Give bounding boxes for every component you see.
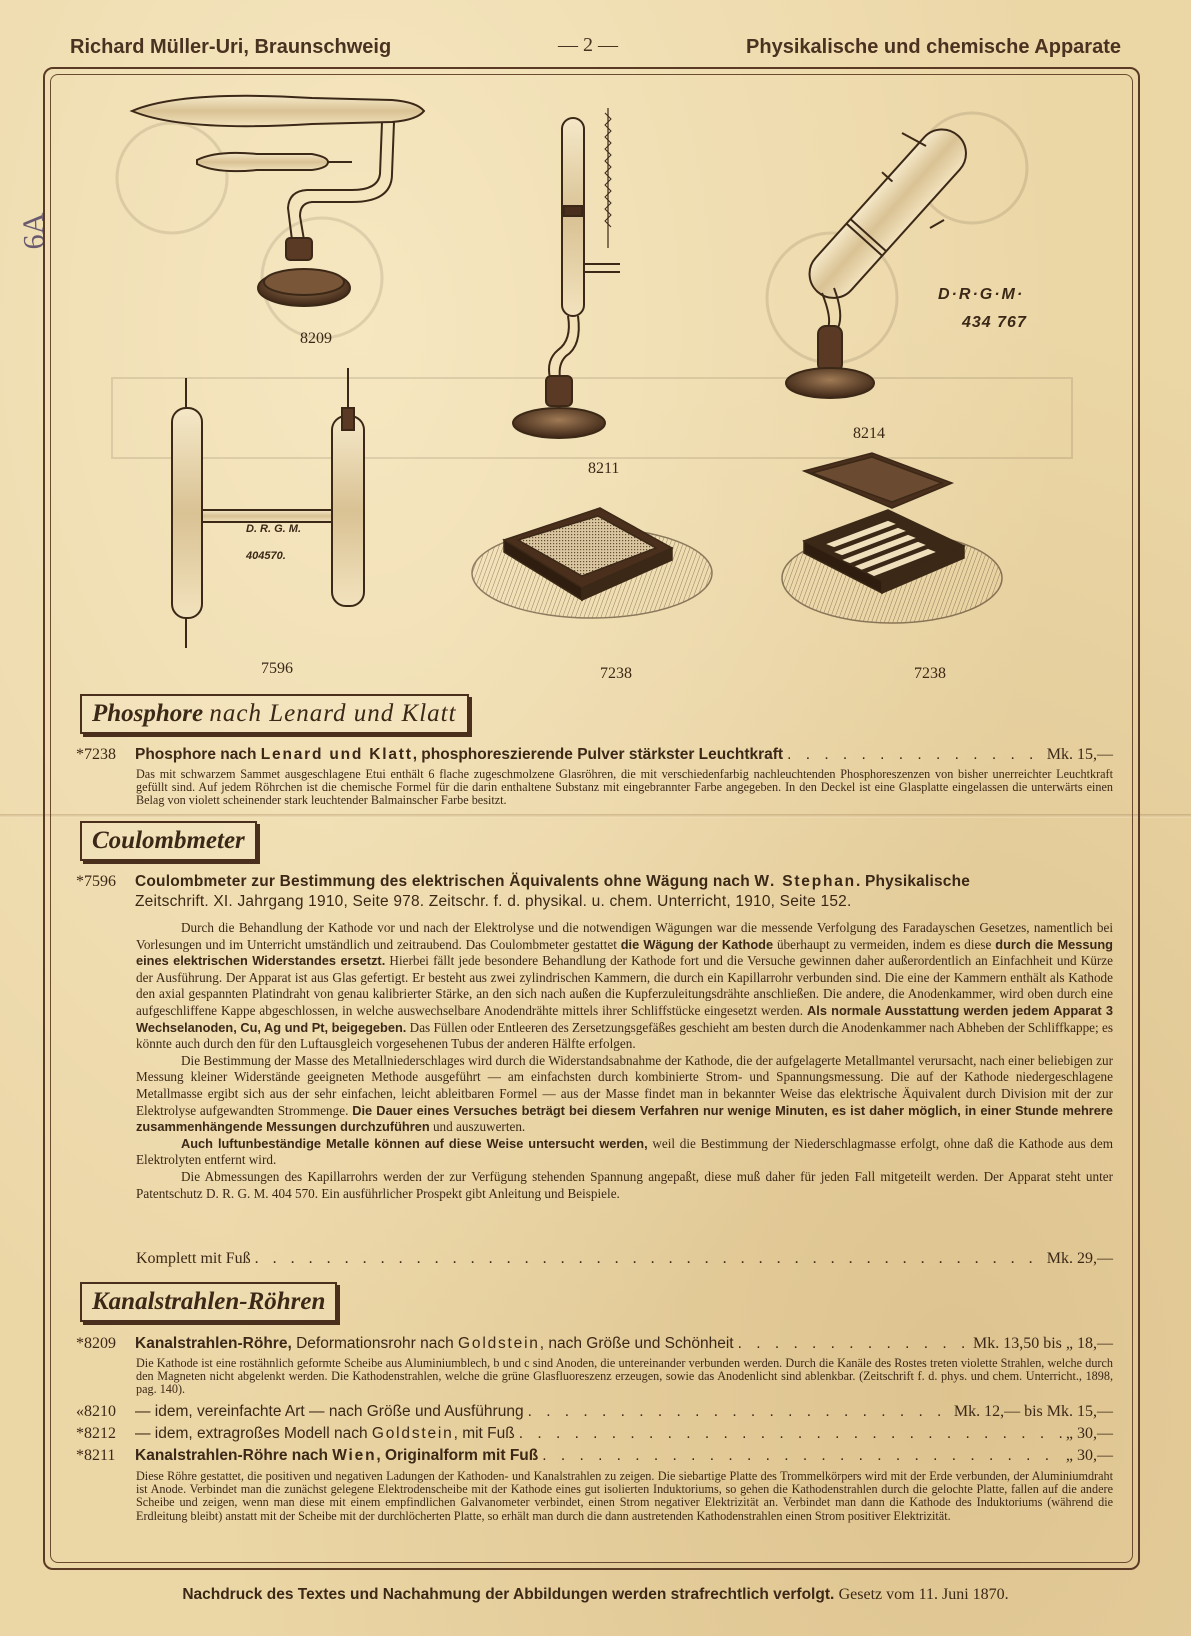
leader-dots <box>787 745 1043 765</box>
complete-price-line <box>136 1249 1113 1269</box>
item-title-line <box>135 1334 1113 1354</box>
label-8214: 8214 <box>853 425 885 442</box>
leader-dots <box>528 1402 950 1422</box>
apparatus-7596-illustration <box>172 368 364 648</box>
item-title-part: Kanalstrahlen-Röhre, <box>135 1335 292 1352</box>
text-emphasis: Auch luftunbeständige Metalle können auf diese Weise untersucht werden, <box>181 1135 648 1151</box>
item-7596 <box>76 872 1113 916</box>
item-title <box>135 1446 538 1466</box>
item-title-part: — idem, extragroßes Modell nach <box>135 1425 372 1442</box>
text-run: Das Füllen oder Entleeren des Zersetzungsgefäßes geschieht am besten durch die Anodenkammer nach Abheben der Schliffkappe; es könnte auch durch den für den Luftausgleich vorgesehenen Tubus der anderen Hälfte erfolgen. <box>136 1019 1113 1052</box>
footer-copyright-notice: Nachdruck des Textes und Nachahmung der Abbildungen werden strafrechtlich verfolgt. <box>182 1586 835 1603</box>
stamp-7596-number: 404570. <box>246 550 286 562</box>
item-title-part: Kanalstrahlen-Röhre nach <box>135 1447 333 1464</box>
header-category: Physikalische und chemische Apparate <box>746 36 1121 58</box>
item-title-part: , Originalform mit Fuß <box>376 1447 539 1464</box>
header-company: Richard Müller-Uri, Braunschweig <box>70 36 392 58</box>
item-price: Mk. 15,— <box>1046 746 1113 763</box>
illustrations-panel <box>52 78 1132 678</box>
leader-dots <box>542 1446 1062 1466</box>
item-title-line <box>135 1446 1113 1466</box>
item-8210 <box>76 1402 1113 1424</box>
coulombmeter-complete-line <box>136 1249 1113 1271</box>
item-price: „ 30,— <box>1065 1447 1113 1464</box>
leader-dots <box>519 1424 1062 1444</box>
item-7238 <box>76 745 1113 767</box>
handwritten-note: 6A <box>16 212 51 250</box>
item-title-part: , nach Größe und Schönheit <box>539 1335 734 1352</box>
item-title-author: Goldstein <box>458 1335 540 1352</box>
item-title-line <box>135 1402 1113 1422</box>
label-8211: 8211 <box>588 460 620 477</box>
apparatus-8214-illustration <box>786 114 976 398</box>
item-number: *7238 <box>76 746 116 763</box>
item-8212 <box>76 1424 1113 1446</box>
complete-label: Komplett mit Fuß <box>136 1250 251 1267</box>
text-emphasis: die Wägung der Kathode <box>620 936 774 952</box>
item-title-line-1 <box>135 872 1113 892</box>
leader-dots <box>255 1249 1043 1269</box>
footer-law-reference: Gesetz vom 11. Juni 1870. <box>838 1586 1009 1603</box>
item-price: Mk. 12,— bis Mk. 15,— <box>953 1403 1113 1420</box>
section-heading-kanalstrahlen: Kanalstrahlen-Röhren <box>80 1282 337 1322</box>
text-emphasis: Die Dauer eines Versuches beträgt bei diesem Verfahren nur wenige Minuten, es ist daher möglich, in einer Stunde mehrere zusammenhängende Messungen durchzuführen <box>136 1102 1113 1135</box>
item-title-author: Goldstein <box>371 1425 454 1442</box>
text-run: Durch die Behandlung der Kathode vor und nach der Elektrolyse und die notwendigen Wägungen war die messende Verfolgung des Faradayschen Gesetzes, namentlich bei Vorlesungen und im Unterricht umständlich und zeitraubend. Das Coulombmeter gestattet <box>136 920 1113 952</box>
item-8209-description: Die Kathode ist eine rostähnlich geformte Scheibe aus Aluminiumblech, b und c sind Anoden, die untereinander verbunden werden. Durch die Kanäle des Rostes treten violette Strahlen, welche durch den Magneten nicht abgelenkt werden. Die Kathodenstrahlen, welche die grüne Glasfluoreszenz erzeugen, sowie das Anodenlicht sind ablenkbar. (Zeitschrift f. d. phys. und chem. Unterricht., 1898, pag. 140). <box>136 1356 1113 1397</box>
page-footer <box>0 1586 1191 1604</box>
label-7238-open: 7238 <box>914 665 946 682</box>
apparatus-8209-illustration <box>132 96 424 306</box>
stamp-8214-number: 434 767 <box>962 314 1027 331</box>
item-title-part: , mit Fuß <box>453 1425 515 1442</box>
text-run: Hierbei fällt jede besondere Behandlung der Kathode fort und die Versuche gewinnen daher außerordentlich an Einfachheit und Kürze der Ausführung. Der Apparat ist aus Glas gefertigt. Er besteht aus zwei zylindrischen Kammern, die durch ein Kapillarrohr verbunden sind. Die eine der Kammern enthält als Kathode den axial gespannten Platindraht von genau kalibrierter Stärke, an den sich nach außen die Kupferzuleitungsdrähte anschließen. Die andere, die Anodenkammer, wird oben durch eine aufgeschliffene Kappe abgeschlossen, in welche auswechselbare Anodendrähte mittels ihrer Schliffstücke eingesetzt werden. <box>136 953 1114 1018</box>
text-run: und auszuwerten. <box>429 1119 526 1135</box>
text-emphasis: durch die Messung eines elektrischen Widerstandes ersetzt. <box>136 936 1113 969</box>
stamp-7596-drgm: D. R. G. M. <box>246 523 301 535</box>
header-page-number: — 2 — <box>558 34 618 56</box>
label-8209: 8209 <box>300 330 332 347</box>
complete-price: Mk. 29,— <box>1046 1250 1113 1267</box>
item-title-line-2: Zeitschrift. XI. Jahrgang 1910, Seite 978. Zeitschr. f. d. physikal. u. chem. Unterricht, 1910, Seite 152. <box>135 893 852 910</box>
item-number: *8209 <box>76 1335 116 1352</box>
text-run: Die Bestimmung der Masse des Metallniederschlages wird durch die Widerstandsabnahme der Kathode, die der aufgelagerte Metallmantel verursacht, nach einer beliebigen zur Messung kleiner Widerstände geeigneten Methode ausgeführt — am einfachsten durch kombinierte Strom- und Spannungsmessung. Die auf der Kathode niedergeschlagene Metallmasse ergibt sich aus der sehr einfachen, leicht ableitbaren Formel — aus der Masse findet man in bekannter Weise das elektrische Äquivalent durch Division mit der zur Elektrolyse aufgewandten Strommenge. <box>136 1052 1113 1118</box>
item-7238-description: Das mit schwarzem Sammet ausgeschlagene Etui enthält 6 flache zugeschmolzene Glasröhren, die mit verschiedenfarbig nachleuchtenden Phosphoreszenzen von bisher unerreichter Leuchtkraft gefüllt sind. Auf jedem Röhrchen ist die chemische Formel für die darin enthaltene Substanz mit eingebrannter Farbe angegeben. In den Deckel ist eine Glasplatte eingelassen die unterwärts einen Belag von violett scheinender stark leuchtender Balmainscher Farbe besitzt. <box>136 767 1113 808</box>
page-header <box>70 30 1121 64</box>
item-title <box>135 1424 515 1444</box>
item-title-line <box>135 745 1113 765</box>
item-title-authors: Lenard und Klatt <box>260 746 413 763</box>
item-number: *7596 <box>76 873 116 890</box>
section-heading-phosphore-sub: nach Lenard und Klatt <box>209 700 457 727</box>
label-7238-closed: 7238 <box>600 665 632 682</box>
item-number: *8211 <box>76 1447 116 1464</box>
item-title <box>135 1334 734 1354</box>
section-heading-coulombmeter: Coulombmeter <box>80 821 257 861</box>
coulombmeter-paragraph-2 <box>136 1053 1113 1136</box>
apparatus-8211-illustration <box>513 108 620 438</box>
text-emphasis: Als normale Ausstattung werden jedem Apparat 3 Wechselanoden, Cu, Ag und Pt, beigegeben. <box>136 1002 1113 1035</box>
leader-dots <box>738 1334 969 1354</box>
item-title-line <box>135 1424 1113 1444</box>
item-title <box>135 745 783 765</box>
phosphore-box-closed-illustration <box>472 508 712 618</box>
item-title <box>135 872 1113 912</box>
item-title-part: , phosphoreszierende Pulver stärkster Leuchtkraft <box>412 746 784 763</box>
item-8211-description: Diese Röhre gestattet, die positiven und negativen Ladungen der Kathoden- und Kanalstrahlen zu zeigen. Die siebartige Platte des Trommelkörpers wird mit der Erde verbunden, der Aluminiumdraht ist Anode. Verbindet man die zunächst gelegene Elektrodenscheibe mit der Kathode eines gut isolierten Induktoriums, so gehen die Kathodenstrahlen durch die gelochte Platte, fallen auf die andere Scheibe und zeigen, wenn man diese mit einem empfindlichen Galvanometer verbindet, einen Strom negativer Elektrizität an. Verbindet man dann die Kathode des Induktoriums (während die Erdleitung bleibt) anstatt mit der Scheibe mit der durchlöcherten Platte, so erhält man durch die dann austretenden Kathodenstrahlen einen Strom positiver Elektrizität. <box>136 1469 1113 1523</box>
item-number: «8210 <box>76 1403 116 1420</box>
coulombmeter-body <box>136 920 1113 1202</box>
phosphore-box-open-illustration <box>782 453 1002 623</box>
text-run: weil die Bestimmung der Niederschlagmasse erfolgt, ohne daß die Kathode aus dem Elektrolyten entfernt wird. <box>136 1135 1113 1168</box>
section-heading-phosphore <box>80 694 469 734</box>
item-title-part: Deformationsrohr nach <box>291 1335 459 1352</box>
coulombmeter-paragraph-4: Die Abmessungen des Kapillarrohrs werden der zur Verfügung stehenden Spannung angepaßt, diese muß daher für jeden Fall mitgeteilt werden. Der Apparat steht unter Patentschutz D. R. G. M. 404 570. Ein ausführlicher Prospekt gibt Anleitung und Beispiele. <box>136 1168 1113 1201</box>
coulombmeter-paragraph-3 <box>136 1136 1113 1169</box>
item-title-part: . Physikalische <box>855 873 971 890</box>
item-number: *8212 <box>76 1425 116 1442</box>
section-heading-phosphore-main: Phosphore <box>92 700 204 727</box>
item-title-part: Phosphore nach <box>135 746 261 763</box>
item-8209 <box>76 1334 1113 1356</box>
item-price: Mk. 13,50 bis „ 18,— <box>973 1335 1113 1352</box>
item-title: — idem, vereinfachte Art — nach Größe und Ausführung <box>135 1403 524 1420</box>
label-7596: 7596 <box>261 660 293 677</box>
item-title-author: W. Stephan <box>754 873 856 890</box>
item-title-author: Wien <box>332 1447 377 1464</box>
item-price: „ 30,— <box>1065 1425 1113 1442</box>
item-8211 <box>76 1446 1113 1468</box>
coulombmeter-paragraph-1 <box>136 920 1113 1053</box>
stamp-8214-drgm: D·R·G·M· <box>938 286 1025 303</box>
item-title-part: Coulombmeter zur Bestimmung des elektrischen Äquivalents ohne Wägung nach <box>135 873 755 890</box>
text-run: überhaupt zu vermeiden, indem es diese <box>773 936 996 952</box>
